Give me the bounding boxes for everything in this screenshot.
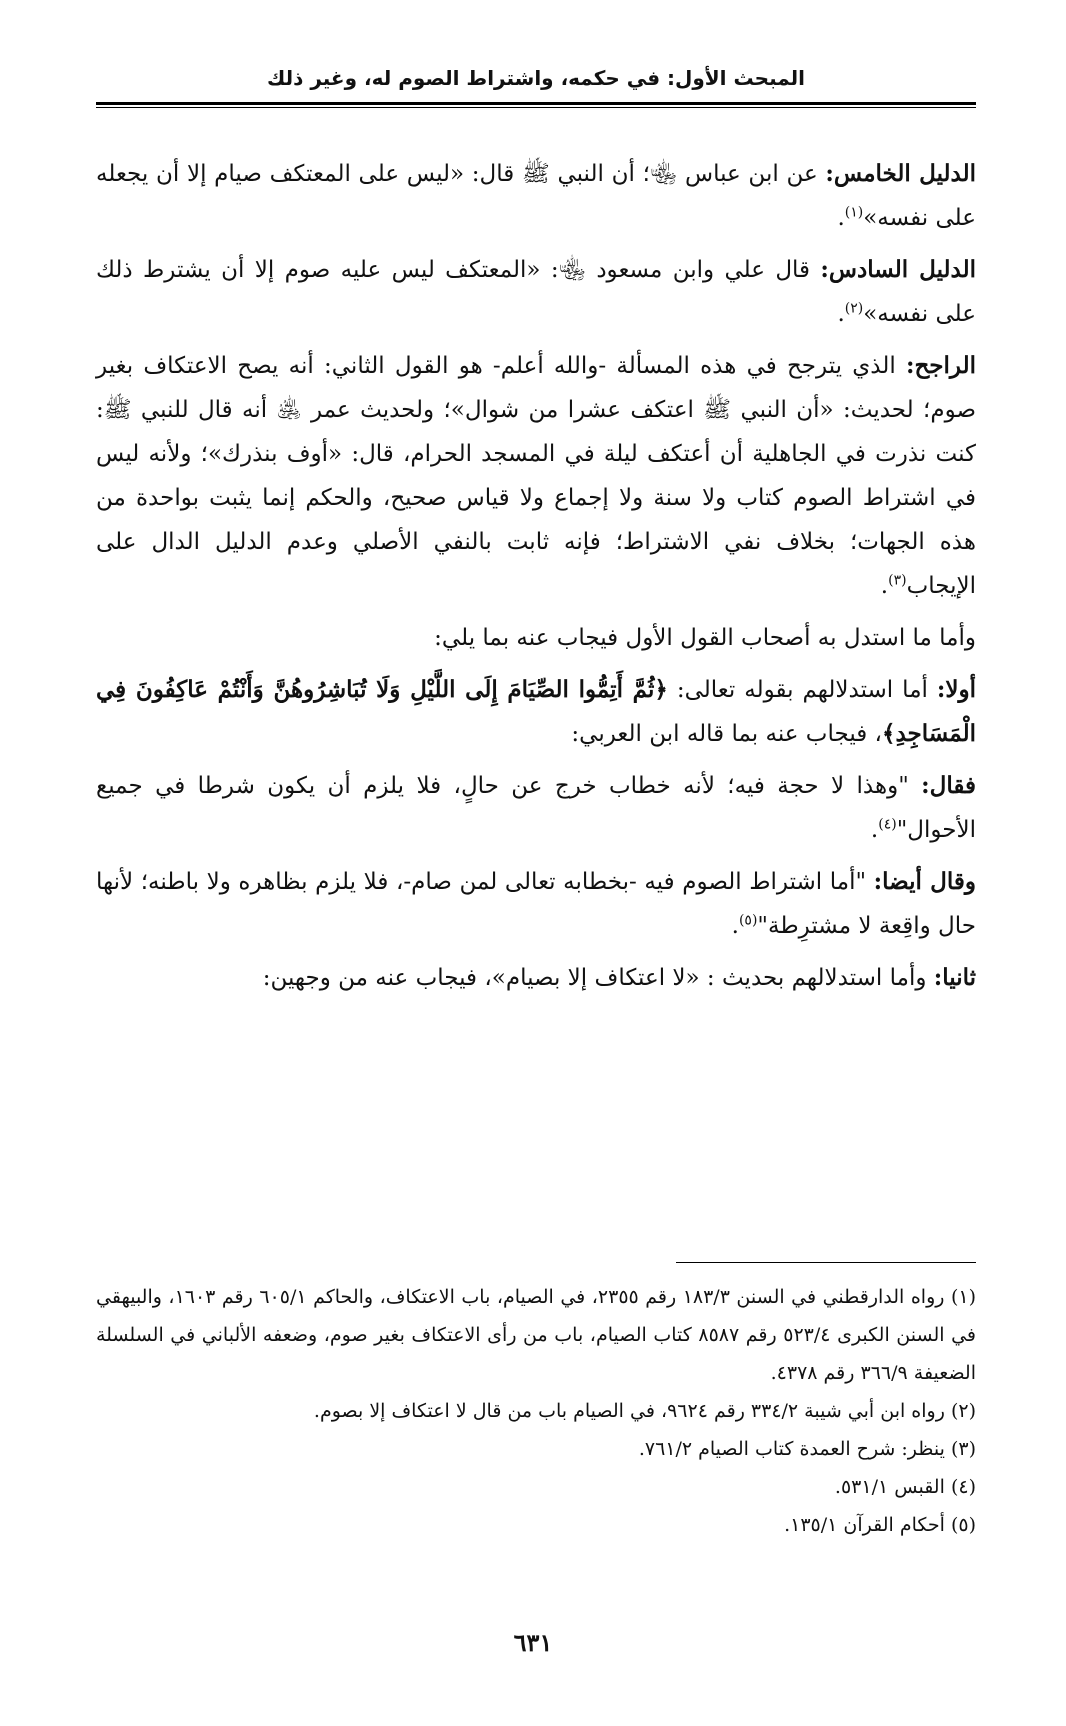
- paragraph-tail: .: [880, 573, 889, 599]
- footnote-number: (٥): [950, 1514, 976, 1536]
- body-text: [96, 152, 976, 1008]
- footnote-text: أحكام القرآن ١٣٥/١.: [784, 1514, 945, 1536]
- paragraph-label: أولا:: [936, 676, 976, 703]
- paragraph-text: "وهذا لا حجة فيه؛ لأنه خطاب خرج عن حالٍ، فلا يلزم أن يكون شرطا في جميع الأحوال": [96, 773, 976, 843]
- footnote-ref[interactable]: (٢): [844, 300, 864, 317]
- paragraph-response-intro: [96, 616, 976, 660]
- footnote-text: رواه ابن أبي شيبة ٣٣٤/٢ رقم ٩٦٢٤، في الصيام باب من قال لا اعتكاف إلا بصوم.: [313, 1400, 945, 1422]
- paragraph-tail: .: [870, 817, 879, 843]
- footnote-number: (٢): [950, 1400, 976, 1422]
- paragraph-tail: .: [731, 913, 739, 939]
- paragraph-text: "أما اشتراط الصوم فيه -بخطابه تعالى لمن صام-، فلا يلزم بظاهره ولا باطنه؛ لأنها حال واقِعة لا مشترِطة": [96, 869, 976, 939]
- paragraph-evidence-6: [96, 248, 976, 336]
- footnote-item: [96, 1506, 976, 1544]
- paragraph-quote-1: [96, 764, 976, 852]
- running-header: المبحث الأول: في حكمه، واشتراط الصوم له، وغير ذلك: [266, 66, 806, 90]
- footnote-item: [96, 1392, 976, 1430]
- paragraph-text: عن ابن عباس ﵄؛ أن النبي ﷺ قال: «ليس على المعتكف صيام إلا أن يجعله على نفسه»: [96, 161, 976, 231]
- paragraph-preferred-view: [96, 344, 976, 608]
- paragraph-tail: .: [837, 301, 845, 327]
- paragraph-text: قال علي وابن مسعود ﵄: «المعتكف ليس عليه صوم إلا أن يشترط ذلك على نفسه»: [96, 257, 976, 327]
- paragraph-first-response: [96, 668, 976, 756]
- paragraph-label: الدليل السادس:: [820, 256, 977, 283]
- paragraph-label: ثانيا:: [933, 964, 976, 991]
- footnote-number: (٤): [950, 1476, 976, 1498]
- paragraph-text: وأما ما استدل به أصحاب القول الأول فيجاب عنه بما يلي:: [434, 625, 976, 651]
- footnote-number: (١): [950, 1286, 977, 1308]
- footnote-number: (٣): [950, 1438, 976, 1460]
- footnote-ref[interactable]: (٣): [888, 572, 907, 589]
- footnote-separator: [676, 1262, 976, 1263]
- paragraph-quote-2: [96, 860, 976, 948]
- header-rule: [96, 102, 976, 108]
- footnote-text: القبس ٥٣١/١.: [834, 1476, 945, 1498]
- paragraph-text-cont: ، فيجاب عنه بما قاله ابن العربي:: [571, 721, 882, 747]
- paragraph-tail: .: [837, 205, 845, 231]
- footnotes: [96, 1278, 976, 1544]
- paragraph-label: الراجح:: [905, 352, 976, 379]
- footnote-ref[interactable]: (٤): [878, 816, 897, 833]
- paragraph-second-response: [96, 956, 976, 1000]
- paragraph-evidence-5: [96, 152, 976, 240]
- footnote-item: [96, 1468, 976, 1506]
- footnote-text: ينظر: شرح العمدة كتاب الصيام ٧٦١/٢.: [638, 1438, 945, 1460]
- footnote-ref[interactable]: (٥): [738, 912, 758, 929]
- paragraph-label: وقال أيضا:: [873, 868, 976, 895]
- paragraph-text: وأما استدلالهم بحديث : «لا اعتكاف إلا بصيام»، فيجاب عنه من وجهين:: [262, 965, 934, 991]
- quran-verse: ﴿ثُمَّ أَتِمُّوا الصِّيَامَ إِلَى اللَّيْلِ وَلَا تُبَاشِرُوهُنَّ وَأَنْتُمْ عَاكِفُونَ فِي الْمَسَاجِدِ﴾: [96, 676, 976, 747]
- paragraph-label: الدليل الخامس:: [825, 160, 976, 187]
- paragraph-text: الذي يترجح في هذه المسألة -والله أعلم- هو القول الثاني: أنه يصح الاعتكاف بغير صوم؛ لحديث: «أن النبي ﷺ اعتكف عشرا من شوال»؛ ولحديث عمر ﵁ أنه قال للنبي ﷺ: كنت نذرت في الجاهلية أن أعتكف ليلة في المسجد الحرام، قال: «أوف بنذرك»؛ ولأنه ليس في اشتراط الصوم كتاب ولا سنة ولا إجماع ولا قياس صحيح، والحكم إنما يثبت بواحدة من هذه الجهات؛ بخلاف نفي الاشتراط؛ فإنه ثابت بالنفي الأصلي وعدم الدليل الدال على الإيجاب: [96, 353, 976, 599]
- paragraph-text: أما استدلالهم بقوله تعالى:: [667, 677, 937, 703]
- footnote-text: رواه الدارقطني في السنن ١٨٣/٣ رقم ٢٣٥٥، في الصيام، باب الاعتكاف، والحاكم ٦٠٥/١ رقم ١٦٠٣، والبيهقي في السنن الكبرى ٥٢٣/٤ رقم ٨٥٨٧ كتاب الصيام، باب من رأى الاعتكاف بغير صوم، وضعفه الألباني في السلسلة الضعيفة ٣٦٦/٩ رقم ٤٣٧٨.: [96, 1286, 977, 1384]
- footnote-item: [96, 1278, 976, 1392]
- page-number: ٦٣١: [513, 1628, 553, 1657]
- footnote-ref[interactable]: (١): [844, 204, 864, 221]
- footnote-item: [96, 1430, 976, 1468]
- paragraph-label: فقال:: [921, 772, 976, 799]
